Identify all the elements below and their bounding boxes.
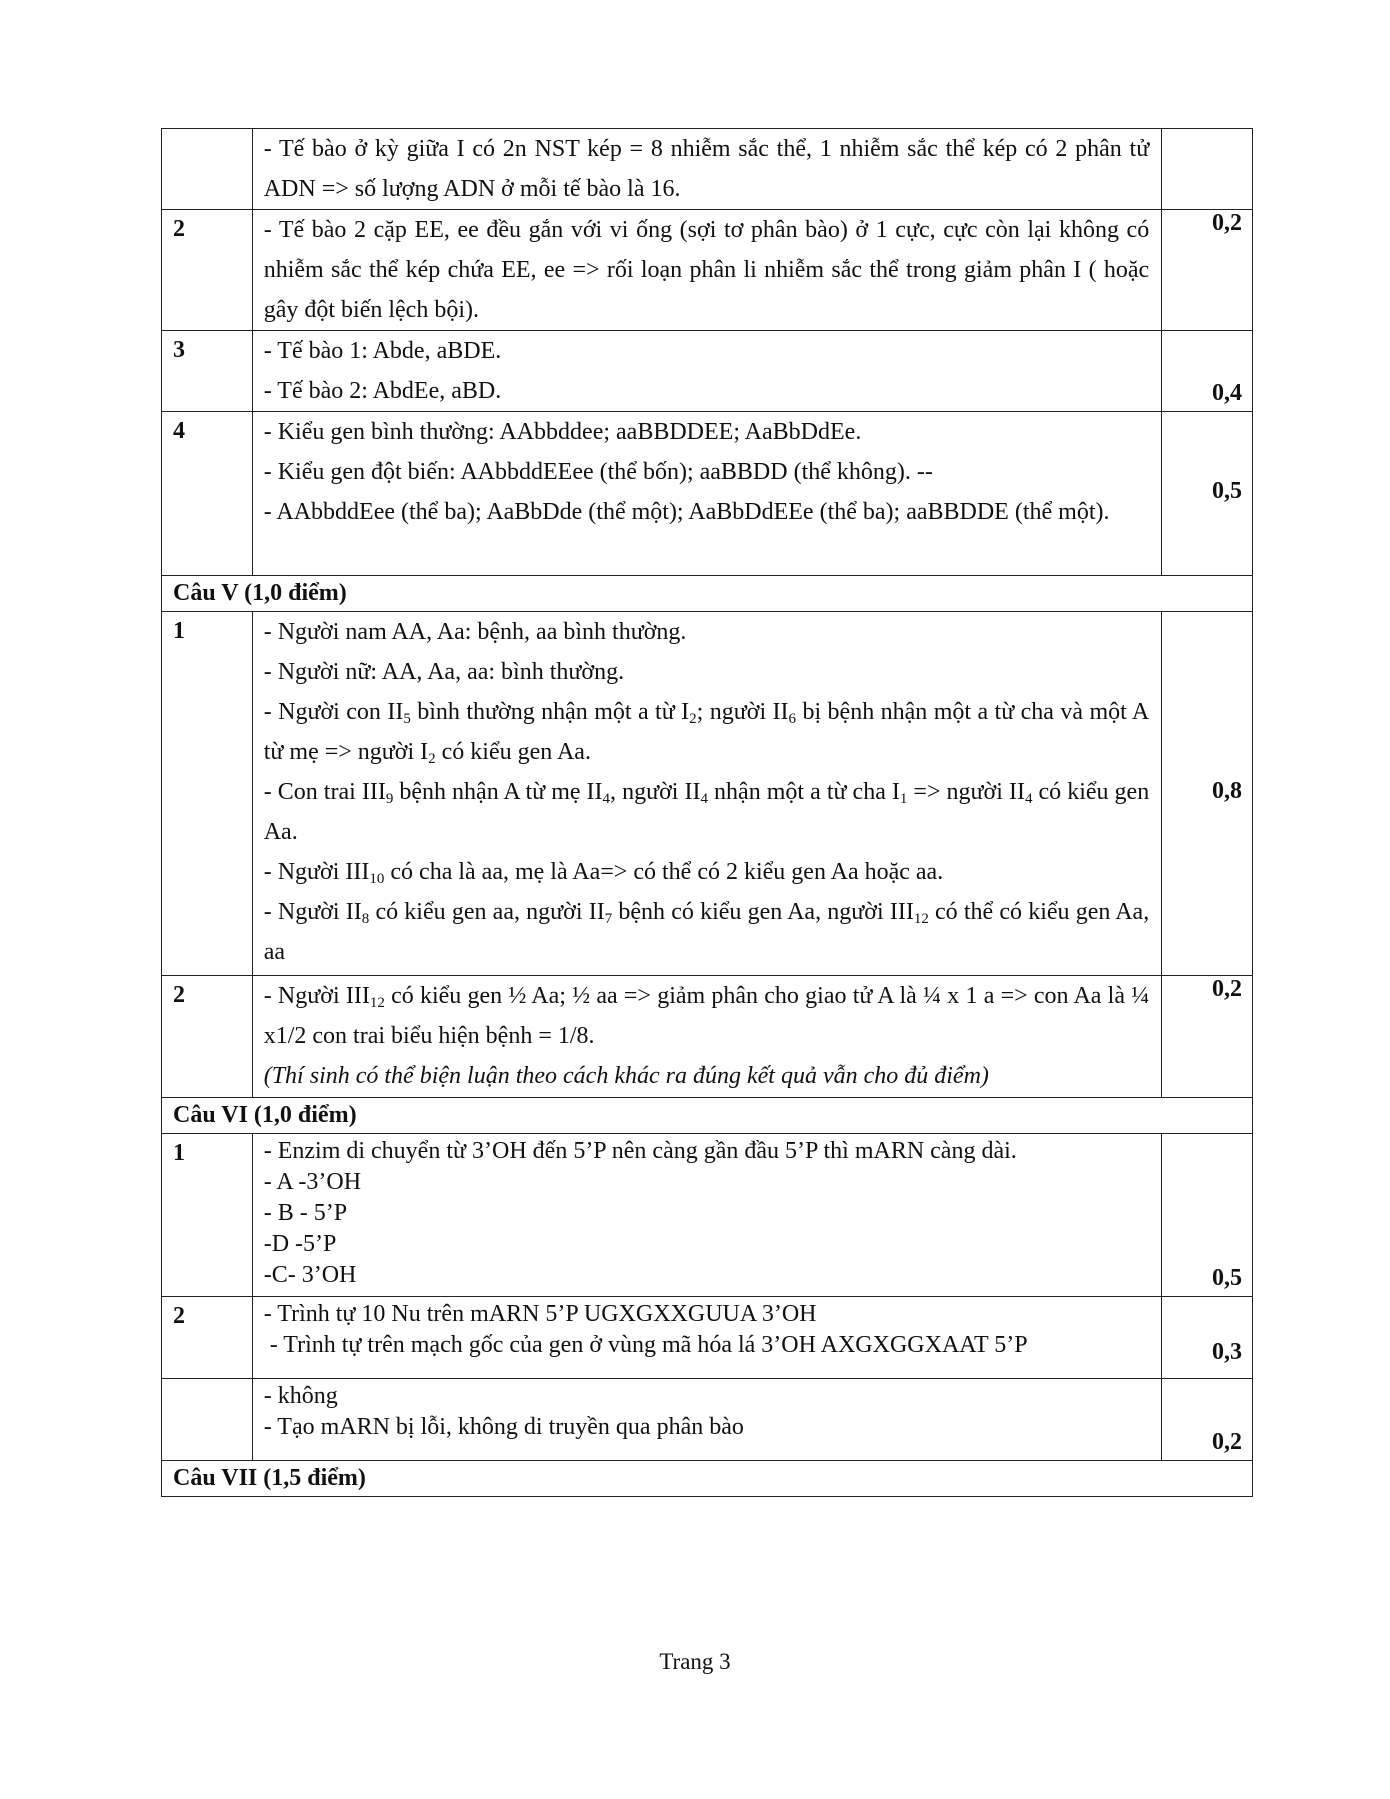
subscript: 7 — [604, 911, 613, 927]
content-line: - Tế bào 2 cặp EE, ee đều gắn với vi ống (sợi tơ phân bào) ở 1 cực, cực còn lại không có nhiễm sắc thể kép chứa EE, ee => rối loạn phân li nhiễm sắc thể trong giảm phân I ( hoặc gây đột biến lệch bội). — [263, 217, 1150, 323]
text-run: - Con trai III — [263, 779, 386, 805]
subscript: 4 — [602, 791, 611, 807]
item-content — [252, 976, 1161, 1098]
content-line — [264, 692, 1149, 772]
item-number: 2 — [162, 976, 253, 1098]
content-line: -D -5’P — [263, 1231, 337, 1257]
text-run: - Người III — [263, 859, 370, 885]
content-line: - Trình tự 10 Nu trên mARN 5’P UGXGXXGUUA 3’OH — [263, 1301, 817, 1327]
section-row — [162, 576, 1253, 612]
content-line: - A -3’OH — [263, 1169, 362, 1195]
text-run: ; người II — [696, 699, 789, 725]
content-line: - Tạo mARN bị lỗi, không di truyền qua phân bào — [263, 1414, 744, 1440]
text-run: nhận một a từ cha I — [708, 779, 900, 805]
table-row — [162, 612, 1253, 976]
content-line: - Người nữ: AA, Aa, aa: bình thường. — [263, 659, 625, 685]
content-line: - Kiểu gen đột biến: AAbbddEEee (thể bốn); aaBBDD (thể không). -- — [263, 459, 933, 485]
item-content — [252, 1134, 1161, 1297]
item-content — [252, 210, 1161, 331]
item-content — [252, 331, 1161, 412]
item-content — [252, 412, 1161, 576]
item-score: 0,2 — [1162, 210, 1253, 331]
text-run: , người II — [610, 779, 701, 805]
table-row — [162, 1134, 1253, 1297]
table-row — [162, 210, 1253, 331]
page-number: Trang 3 — [659, 1649, 731, 1674]
text-run: bị bệnh nhận một a từ cha và một A từ mẹ => người I — [263, 699, 1150, 765]
text-run: có cha là aa, mẹ là Aa=> có thể có 2 kiểu gen Aa hoặc aa. — [384, 859, 944, 885]
item-content — [252, 612, 1161, 976]
text-run: có kiểu gen Aa. — [435, 739, 591, 765]
content-line: - không — [263, 1383, 338, 1409]
item-score: 0,2 — [1162, 1379, 1253, 1461]
item-number: 2 — [162, 1297, 253, 1379]
text-run: có kiểu gen aa, người II — [369, 899, 605, 925]
text-run: bệnh có kiểu gen Aa, người III — [612, 899, 914, 925]
section-heading: Câu VII (1,5 điểm) — [162, 1461, 1253, 1497]
content-line — [264, 852, 1149, 892]
table-row — [162, 1379, 1253, 1461]
table-row — [162, 129, 1253, 210]
content-line: - Tế bào 2: AbdEe, aBD. — [263, 378, 502, 404]
section-heading: Câu VI (1,0 điểm) — [162, 1098, 1253, 1134]
section-row — [162, 1098, 1253, 1134]
section-heading: Câu V (1,0 điểm) — [162, 576, 1253, 612]
item-score: 0,4 — [1162, 331, 1253, 412]
subscript: 12 — [913, 911, 929, 927]
text-run: có thể có kiểu gen Aa, aa — [263, 899, 1150, 965]
subscript: 10 — [369, 871, 385, 887]
item-score — [1162, 129, 1253, 210]
text-run: bình thường nhận một a từ I — [410, 699, 690, 725]
subscript: 2 — [689, 711, 697, 727]
item-score: 0,8 — [1162, 612, 1253, 976]
text-run: có kiểu gen ½ Aa; ½ aa => giảm phân cho giao tử A là ¼ x 1 a => con Aa là ¼ x1/2 con trai biểu hiện bệnh = 1/8. — [263, 983, 1150, 1049]
text-run: - Người con II — [263, 699, 404, 725]
item-score: 0,5 — [1162, 412, 1253, 576]
text-run: bệnh nhận A từ mẹ II — [393, 779, 603, 805]
subscript: 8 — [361, 911, 370, 927]
subscript: 12 — [369, 995, 385, 1011]
section-row — [162, 1461, 1253, 1497]
item-number: 3 — [162, 331, 253, 412]
item-content — [252, 129, 1161, 210]
subscript: 4 — [1024, 791, 1033, 807]
content-line: - Trình tự trên mạch gốc của gen ở vùng mã hóa lá 3’OH AXGXGGXAAT 5’P — [263, 1332, 1028, 1358]
content-line: -C- 3’OH — [263, 1262, 357, 1288]
item-number: 1 — [162, 1134, 253, 1297]
item-content — [252, 1379, 1161, 1461]
text-run: - Người III — [263, 983, 370, 1009]
subscript: 4 — [700, 791, 708, 807]
content-line: - Người nam AA, Aa: bệnh, aa bình thường. — [263, 619, 687, 645]
item-number — [162, 129, 253, 210]
content-note: (Thí sinh có thể biện luận theo cách khác ra đúng kết quả vẫn cho đủ điểm) — [263, 1063, 989, 1089]
table-row — [162, 331, 1253, 412]
text-run: => người II — [907, 779, 1025, 805]
content-line: - B - 5’P — [263, 1200, 348, 1226]
text-run: - Người II — [263, 899, 362, 925]
table-row — [162, 1297, 1253, 1379]
item-score: 0,3 — [1162, 1297, 1253, 1379]
answer-key-table — [161, 128, 1253, 1497]
item-number: 1 — [162, 612, 253, 976]
content-line: - AAbbddEee (thể ba); AaBbDde (thể một); AaBbDdEEe (thể ba); aaBBDDE (thể một). — [263, 499, 1110, 525]
item-content — [252, 1297, 1161, 1379]
item-number: 2 — [162, 210, 253, 331]
item-number: 4 — [162, 412, 253, 576]
content-line — [264, 772, 1149, 852]
item-score: 0,5 — [1162, 1134, 1253, 1297]
content-line: - Kiểu gen bình thường: AAbbddee; aaBBDDEE; AaBbDdEe. — [263, 419, 862, 445]
table-row — [162, 976, 1253, 1098]
content-line: - Tế bào ở kỳ giữa I có 2n NST kép = 8 nhiễm sắc thể, 1 nhiễm sắc thể kép có 2 phân tử ADN => số lượng ADN ở mỗi tế bào là 16. — [263, 136, 1150, 202]
subscript: 5 — [403, 711, 411, 727]
item-score: 0,2 — [1162, 976, 1253, 1098]
subscript: 6 — [788, 711, 797, 727]
text-run: có kiểu gen Aa. — [263, 779, 1150, 845]
content-line — [264, 892, 1149, 972]
content-line: - Tế bào 1: Abde, aBDE. — [263, 338, 502, 364]
table-row — [162, 412, 1253, 576]
subscript: 2 — [428, 751, 436, 767]
content-line: - Enzim di chuyển từ 3’OH đến 5’P nên càng gần đầu 5’P thì mARN càng dài. — [263, 1138, 1017, 1164]
item-number — [162, 1379, 253, 1461]
content-line — [264, 976, 1149, 1056]
subscript: 1 — [899, 791, 908, 807]
subscript: 9 — [385, 791, 394, 807]
